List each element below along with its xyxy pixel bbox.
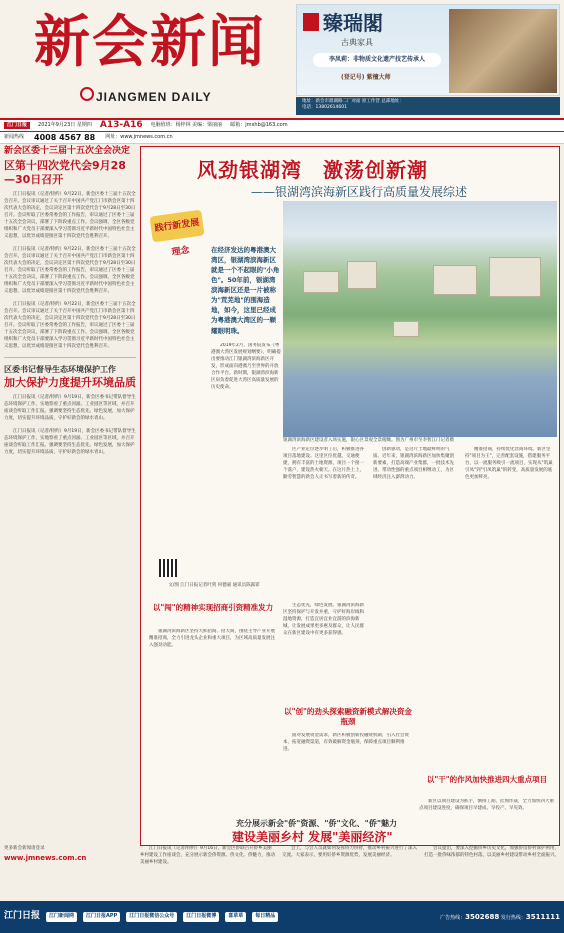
left-footer-promo — [4, 846, 136, 898]
subhead-3-body: 新区以项目建设为抓手，倒排工期、挂图作战，全力加快四大重点项目建设进度，确保项目早建成、早投产、早见效。 — [419, 799, 554, 811]
subhead-1-text: 以"闯"的精神实现招商引资精准发力 — [152, 603, 274, 612]
ad-tel-label: 广告热线： — [440, 914, 466, 921]
left-column — [4, 146, 136, 846]
ad-subtitle: 古典家具 — [341, 38, 373, 47]
paper-tag: 江门日报 — [4, 122, 30, 130]
ad-address: 地址：新会市鼎湖路二厂对面 原工作营 总部地址： — [302, 99, 404, 104]
story2-body-cont: 江门日报讯（记者/特约）9月19日，新会区委书记带队督导生态环境保护工作，实地察看了重点河涌、工业园区等区域，并召开座谈会听取工作汇报。强调要坚持生态优先、绿色发展，加大保护力度，切实提升环境品质，守护好新会的绿水青山。 — [4, 429, 136, 456]
feature-credit: 文/图 江门日报记者叶剑 何德嘉 通讯员陈露霏 — [168, 583, 260, 588]
dist-tel-label: 发行热线： — [500, 914, 526, 921]
story1-kicker: 新会区委十三届十五次全会决定 — [4, 146, 131, 156]
hotline-bar — [0, 132, 564, 144]
footer-bar — [0, 901, 564, 933]
ad-slogan: 李凤莉：非物质文化遗产技艺传承人 — [313, 53, 441, 67]
photo-caption: 银湖湾滨海新区建设者入场实施，银心区景观全景俯瞰。图为广州市至李智江门记者摄 — [283, 438, 454, 443]
subhead-2-text: 以"创"的劲头探索融资新模式解决资金瓶颈 — [284, 707, 412, 726]
story1-body-cont: 江门日报讯（记者/特约）9月22日，新会区委十三届十五次全会召开。会议审议通过了关于召开中国共产党江门市新会区第十四次代表大会的决定，会议决定区第十四次党代会于9月28日至30日召开。会议听取了区委常委会的工作报告，审议通过了区委十三届十五次全会决议，部署了下阶段重点工作。会议强调，全区各级党组织和广大党员干部要深入学习贯彻习近平新时代中国特色社会主义思想，以优异成绩迎接区第十四次党代会胜利召开。 — [4, 247, 136, 294]
footer-item-weibo[interactable]: 江门日报微博 — [183, 912, 219, 922]
feature-column-3: 创新驱动，是这片土地最鲜明的气质。近年来，银湖湾滨海新区加快集聚创新要素，打造高端产业集群，一批技术先进、带动性强的重点项目相继动工，为区域经济注入澎湃动力。 — [373, 447, 454, 480]
column-divider — [4, 357, 136, 358]
dist-tel-number: 3511111 — [525, 912, 560, 921]
ad-tel: 电话：13802614601 — [302, 105, 347, 111]
building-shape — [303, 271, 339, 293]
ad-brand: 臻瑞閣 — [323, 11, 383, 35]
top-advertisement[interactable] — [296, 4, 560, 96]
feature-subheadline: ——银湖湾滨海新区践行高质量发展综述 — [251, 185, 468, 199]
building-shape — [433, 265, 477, 295]
masthead-title: 新会新闻 — [34, 9, 266, 75]
subhead-3-text: 以"干"的作风加快推进四大重点项目 — [426, 775, 548, 784]
secondary-headline[interactable]: 建设美丽乡村 发展"美丽经济" — [232, 830, 393, 844]
story2-kicker: 区委书记督导生态环境保护工作 — [4, 364, 116, 374]
story1-headline[interactable]: 区第十四次党代会9月28—30日召开 — [4, 158, 126, 186]
edition-date: 2021年9月23日 星期四 — [38, 121, 92, 128]
subhead-1-body: 银湖湾滨海新区坚持大抓招商、招大商，围绕主导产业开展精准招商，全力引进龙头企业和重大项目，为区域高质量发展注入强劲动能。 — [149, 629, 275, 648]
story2-headline[interactable]: 加大保护力度提升环境品质 — [4, 375, 136, 389]
feature-headline[interactable]: 风劲银湖湾 激荡创新潮 — [197, 158, 428, 182]
feature-column-2: 区产业定位逐步明了后，积极推进各项目落地建设。这里区位优越，交通便捷，拥有丰富的土地资源，项目一个接一个落户，建设热火朝天。在这片热土上，勤劳智慧的新会人正书写着新的传奇。 — [283, 447, 364, 480]
aerial-photo — [283, 201, 557, 437]
building-shape — [393, 321, 419, 337]
masthead-english: JIANGMEN DAILY — [96, 90, 212, 104]
footer-item-daily[interactable]: 每日精品 — [252, 912, 278, 922]
footer-item-news-site[interactable]: 江门新闻网 — [46, 912, 77, 922]
feature-column-1: 2019年2月，国务院发布《粤港澳大湾区发展规划纲要》，明确提出要推动江门银湖湾滨海新区开发，形成面向港澳乃至世界的开放合作平台。新时期，银湖湾滨海新区肩负着促进大湾区高质量发展的历史使命。 — [211, 343, 281, 390]
ad-contact — [296, 97, 560, 115]
story2-body: 江门日报讯（记者/特约）9月19日，新会区委书记带队督导生态环境保护工作，实地察看了重点河涌、工业园区等区域，并召开座谈会听取工作汇报。强调要坚持生态优先、绿色发展，加大保护力度，切实提升环境品质，守护好新会的绿水青山。 — [4, 395, 136, 422]
feature-lead: 在经济发达的粤港澳大湾区，银湖湾滨海新区就是一个不起眼的"小角色"。50年前，银湖湾滨海新区还是一片被称为"荒芜地"的围海造地，如今，这里已经成为粤港澳大湾区的一颗耀眼明珠。 — [211, 246, 280, 335]
ad-credential: (登记号) 紫檀大师 — [341, 74, 391, 81]
footer-item-brand[interactable]: 喜草草 — [225, 912, 246, 922]
feature-column-5: 生态优先，绿色发展。银湖湾滨海新区坚持保护与开发并重，守护好海岸线和湿地资源，打造宜居宜业宜游的滨海新城，让发展成果更多惠及群众，让人民群众在新区建设中有更多获得感。 — [283, 603, 364, 636]
story1-body-more: 江门日报讯（记者/特约）9月22日，新会区委十三届十五次全会召开。会议审议通过了关于召开中国共产党江门市新会区第十四次代表大会的决定，会议决定区第十四次党代会于9月28日至30日召开。会议听取了区委常委会的工作报告，审议通过了区委十三届十五次全会决议，部署了下阶段重点工作。会议强调，全区各级党组织和广大党员干部要深入学习贯彻习近平新时代中国特色社会主义思想，以优异成绩迎接区第十四次党代会胜利召开。 — [4, 301, 136, 349]
secondary-col-1: 江门日报讯（记者/特约）9月16日，新会区侨联召开侨乡美丽乡村建设工作座谈会，充分展示新会侨资源、侨文化、侨魅力，推动美丽乡村建设。 — [140, 846, 275, 865]
ad-showroom-image — [449, 9, 557, 93]
ad-logo-icon — [303, 13, 319, 31]
secondary-story-body — [140, 846, 560, 898]
qr-code-icon[interactable] — [159, 559, 177, 577]
newspaper-emblem-icon — [80, 87, 94, 101]
edition-info-bar — [0, 118, 564, 132]
subhead-2 — [283, 707, 413, 727]
masthead — [0, 0, 564, 118]
building-shape — [489, 257, 541, 297]
footer-logo: 江门日报 — [4, 911, 41, 922]
secondary-story-header — [140, 818, 560, 846]
footer-phones — [440, 912, 560, 923]
secondary-kicker: 充分展示新会"侨"资源、"侨"文化、"侨"魅力 — [236, 819, 398, 828]
feature-column-4: 精准招商，持续优化营商环境。新区坚持"项目为王"，完善配套设施，搭建服务平台，以一流服务吸引一流项目，实现从"筑巢引凤"到"引凤筑巢"的转变，高质量发展的底色更加鲜亮。 — [465, 447, 553, 480]
subhead-3 — [419, 775, 555, 785]
story1-body: 江门日报讯（记者/特约）9月22日，新会区委十三届十五次全会召开。会议审议通过了关于召开中国共产党江门市新会区第十四次代表大会的决定，会议决定区第十四次党代会于9月28日至30日召开。会议听取了区委常委会的工作报告，审议通过了区委十三届十五次全会决议，部署了下阶段重点工作。会议强调，全区各级党组织和广大党员干部要深入学习贯彻习近平新时代中国特色社会主义思想，以优异成绩迎接区第十四次党代会胜利召开。 — [4, 192, 136, 240]
main-feature — [140, 146, 560, 846]
page-range: A13-A16 — [99, 119, 143, 130]
promo-url[interactable]: www.jmnews.com.cn — [4, 853, 87, 862]
website-link[interactable]: 网址：www.jmnews.com.cn — [105, 133, 173, 140]
subhead-2-body: 面对发展资金需求，新区积极创新投融资机制，引入社会资本，拓宽融资渠道，有效破解资金瓶颈，保障重点项目顺利推进。 — [283, 733, 409, 752]
ad-tel-number: 3502688 — [465, 912, 500, 921]
editor-credit: 电脑值班：杨梓林 美编：梁丽丽 — [150, 121, 223, 128]
feature-badge: 践行新发展理念 — [149, 210, 204, 243]
footer-item-wechat[interactable]: 江门日报微信公众号 — [126, 912, 177, 922]
secondary-col-3: 会议提出，要深入挖掘侨乡历史文化，加强侨房侨村保护利用，打造一批侨味浓郁的特色村落，以美丽乡村建设带动乡村全面振兴。 — [424, 846, 559, 858]
subhead-1 — [149, 603, 277, 613]
promo-text: 更多新会新闻请登录 — [4, 846, 45, 851]
footer-item-app[interactable]: 江门日报APP — [83, 912, 120, 922]
contact-email: 邮箱：jmxhb@163.com — [230, 121, 288, 128]
building-shape — [347, 261, 377, 289]
hotline-label: 新闻热线 — [4, 133, 25, 140]
secondary-col-2: 会上，与会人员就如何发挥侨力侨智，推动乡村振兴进行了深入交流。大家表示，要用好侨乡资源优势，发展美丽经济。 — [282, 846, 417, 858]
hotline-number: 4008 4567 88 — [34, 132, 96, 142]
